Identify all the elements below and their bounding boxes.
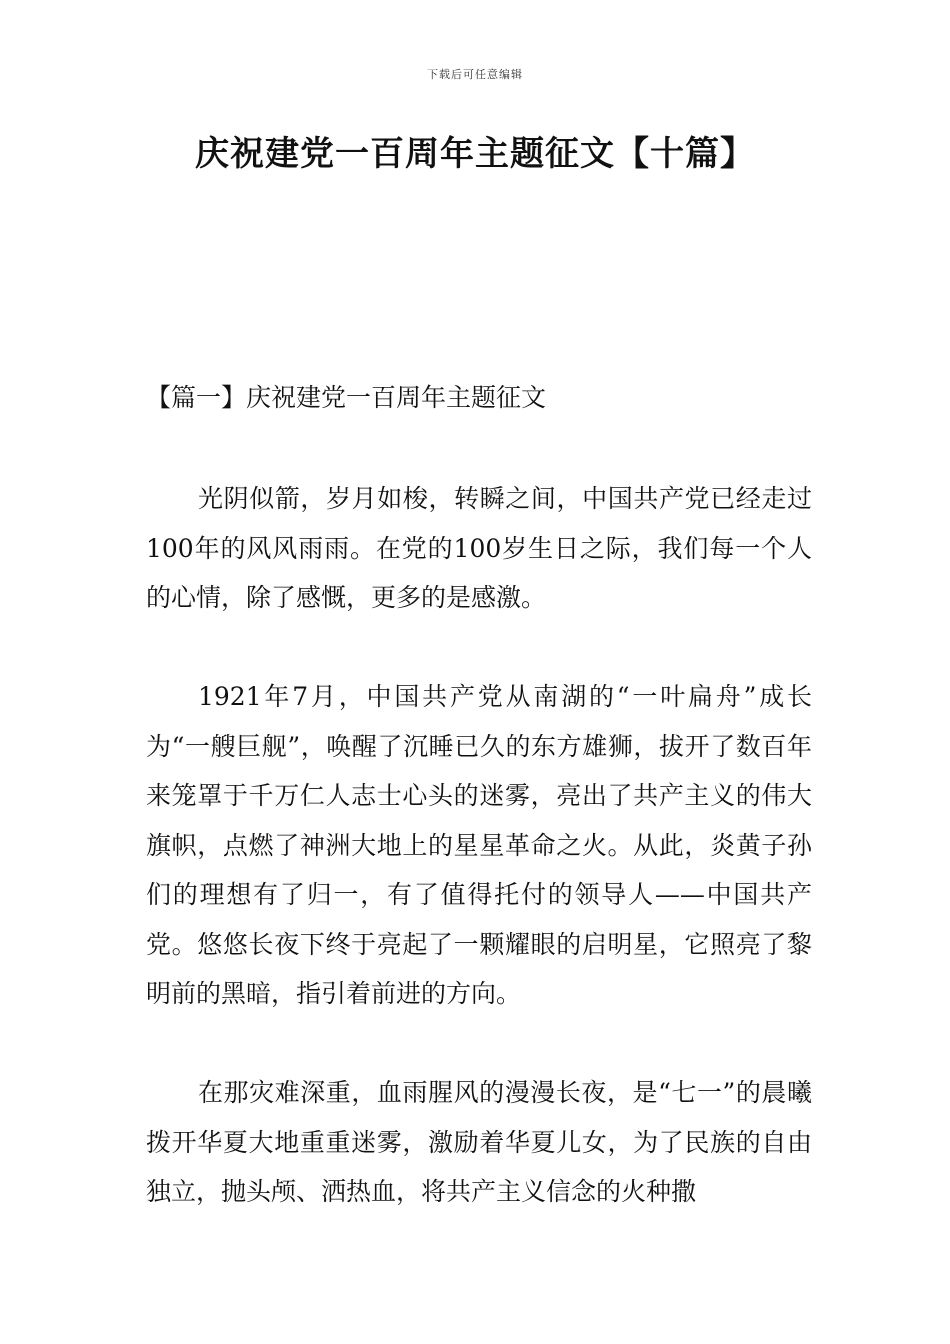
- page-header-note: 下载后可任意编辑: [427, 68, 523, 81]
- body-paragraph-3: 在那灾难深重，血雨腥风的漫漫长夜，是“七一”的晨曦拨开华夏大地重重迷雾，激励着华夏儿女，为了民族的自由独立，抛头颅、洒热血，将共产主义信念的火种撒: [146, 1078, 812, 1206]
- document-title: 庆祝建党一百周年主题征文【十篇】: [195, 134, 755, 174]
- body-paragraph-1: 光阴似箭，岁月如梭，转瞬之间，中国共产党已经走过100年的风风雨雨。在党的100岁生日之际，我们每一个人的心情，除了感慨，更多的是感激。: [146, 484, 812, 612]
- body-paragraph-2: 1921年7月，中国共产党从南湖的“一叶扁舟”成长为“一艘巨舰”，唤醒了沉睡已久的东方雄狮，拔开了数百年来笼罩于千万仁人志士心头的迷雾，亮出了共产主义的伟大旗帜，点燃了神洲大地上的星星革命之火。从此，炎黄子孙们的理想有了归一，有了值得托付的领导人——中国共产党。悠悠长夜下终于亮起了一颗耀眼的启明星，它照亮了黎明前的黑暗，指引着前进的方向。: [146, 682, 812, 1008]
- section-heading: 【篇一】庆祝建党一百周年主题征文: [146, 383, 547, 412]
